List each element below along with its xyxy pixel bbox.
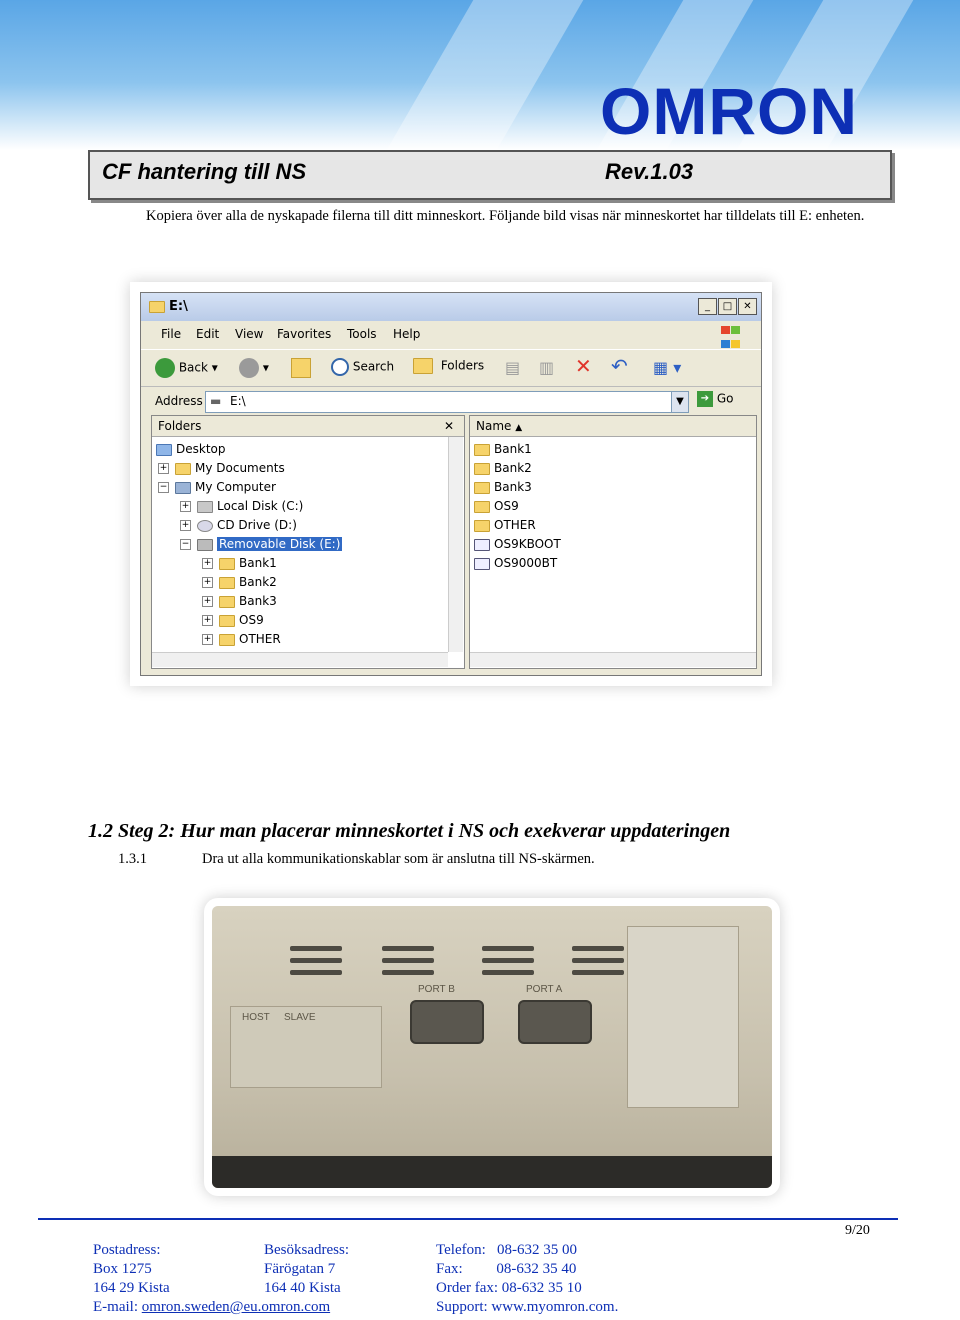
tree-item[interactable]: + My Documents [159,461,285,475]
tree-item[interactable]: + OS9 [203,613,264,627]
email-link[interactable]: omron.sweden@eu.omron.com [141,1299,331,1315]
menu-edit[interactable]: Edit [196,327,220,341]
expand-icon[interactable]: + [203,558,212,568]
column-header-name[interactable]: Name ▲ [470,416,756,437]
computer-icon [175,482,191,494]
tree-item[interactable]: + OTHER [203,632,281,646]
chevron-down-icon[interactable]: ▼ [671,392,688,412]
folder-icon [149,299,169,313]
menu-bar [141,323,701,345]
menu-help[interactable]: Help [393,327,421,341]
footer-order-fax: Order fax: 08-632 35 10 [436,1280,582,1296]
cd-icon [197,520,213,532]
host-label: HOST [242,1012,270,1023]
slave-label: SLAVE [284,1012,316,1023]
footer-fax: Fax: 08-632 35 40 [436,1261,577,1277]
expand-icon[interactable]: + [181,501,190,511]
window-title-bar [141,293,761,321]
footer-postal-city: 164 29 Kista [93,1280,170,1296]
tree-item[interactable]: + CD Drive (D:) [181,518,297,532]
folder-icon [474,520,490,532]
menu-view[interactable]: View [235,327,264,341]
folder-icon [219,596,235,608]
subsection-text: Dra ut alla kommunikationskablar som är anslutna till NS-skärmen. [202,851,595,867]
folder-icon [219,558,235,570]
list-item[interactable]: OS9 [474,497,519,515]
menu-favorites[interactable]: Favorites [277,327,332,341]
expand-icon[interactable]: + [203,577,212,587]
address-input[interactable]: ▬ E:\ ▼ [205,391,689,413]
folder-icon [219,615,235,627]
folder-icon [474,463,490,475]
footer-postal-label: Postadress: [93,1242,161,1258]
list-item[interactable]: OS9000BT [474,554,557,572]
footer-support: Support: www.myomron.com. [436,1299,619,1315]
expand-icon[interactable]: + [203,596,212,606]
sort-up-icon: ▲ [515,423,523,433]
omron-logo: OMRON [600,74,858,148]
folder-icon [219,577,235,589]
up-folder-button[interactable] [291,358,311,378]
device-base [212,1156,772,1188]
label-panel [627,926,739,1108]
intro-paragraph: Kopiera över alla de nyskapade filerna till ditt minneskort. Följande bild visas när minneskortet har tilldelats till E: enheten. [146,208,865,224]
collapse-icon[interactable]: − [159,482,168,492]
list-item[interactable]: Bank1 [474,440,532,458]
expand-icon[interactable]: + [203,615,212,625]
folders-icon [413,358,433,374]
footer-email: E-mail: omron.sweden@eu.omron.com [93,1299,331,1315]
views-icon[interactable]: ▦ ▾ [653,358,682,377]
close-icon[interactable]: ✕ [738,298,757,315]
toolbar [141,349,761,387]
page-number: 9/20 [845,1223,870,1238]
tree-item[interactable]: + Local Disk (C:) [181,499,304,513]
subsection-number: 1.3.1 [118,851,147,867]
folder-icon [474,501,490,513]
go-arrow-icon: ➔ [697,391,713,407]
folder-icon [175,463,191,475]
maximize-icon[interactable]: □ [718,298,737,315]
list-item[interactable]: Bank3 [474,478,532,496]
removable-disk-icon [197,539,213,551]
forward-arrow-icon [239,358,259,378]
forward-button[interactable]: ▾ [239,358,269,378]
port-a-connector [518,1000,592,1044]
tree-item[interactable]: + Bank2 [203,575,277,589]
folders-button[interactable]: Folders [413,358,484,374]
ns-device-photo [212,906,772,1188]
tree-item[interactable]: − Removable Disk (E:) [181,537,341,551]
list-item[interactable]: Bank2 [474,459,532,477]
collapse-icon[interactable]: − [181,539,190,549]
folder-icon [474,444,490,456]
explorer-screenshot [140,292,762,676]
footer-visit-street: Färögatan 7 [264,1261,336,1277]
footer-phone: Telefon: 08-632 35 00 [436,1242,578,1258]
footer-visit-city: 164 40 Kista [264,1280,341,1296]
file-list-pane [469,415,757,669]
disk-icon [197,501,213,513]
menu-file[interactable]: File [161,327,182,341]
list-item[interactable]: OTHER [474,516,536,534]
list-item[interactable]: OS9KBOOT [474,535,561,553]
minimize-icon[interactable]: _ [698,298,717,315]
folder-icon [219,634,235,646]
revision-label: Rev.1.03 [605,159,694,184]
tree-item[interactable]: + Bank1 [203,556,277,570]
expand-icon[interactable]: + [181,520,190,530]
desktop-icon [156,444,172,456]
file-icon [474,558,490,570]
copy-to-icon[interactable]: ▥ [539,358,555,377]
back-arrow-icon [155,358,175,378]
footer-visit-label: Besöksadress: [264,1242,349,1258]
tree-item[interactable]: + Bank3 [203,594,277,608]
move-to-icon[interactable]: ▤ [505,358,521,377]
windows-logo-icon [721,323,751,345]
close-pane-icon[interactable]: ✕ [443,419,454,433]
tree-item[interactable]: − My Computer [159,480,276,494]
delete-icon[interactable]: ✕ [575,354,592,378]
section-heading: 1.2 Steg 2: Hur man placerar minneskortet i NS och exekverar uppdateringen [88,820,731,842]
document-title: CF hantering till NS [102,159,307,184]
horizontal-scrollbar[interactable] [152,652,448,667]
file-icon [474,539,490,551]
search-button[interactable]: Search [331,358,394,376]
menu-tools[interactable]: Tools [347,327,377,341]
vertical-scrollbar[interactable] [448,437,463,652]
footer-rule [38,1218,898,1220]
expand-icon[interactable]: + [203,634,212,644]
address-label: Address [155,394,203,408]
document-title-bar [88,150,892,200]
header-stripe [387,0,584,150]
folders-pane [151,415,465,669]
drive-icon: ▬ [210,394,222,408]
go-button[interactable]: ➔ Go [697,391,733,407]
expand-icon[interactable]: + [159,463,168,473]
up-folder-icon [291,358,311,378]
port-b-connector [410,1000,484,1044]
horizontal-scrollbar[interactable] [470,652,756,667]
folders-pane-header: Folders ✕ [152,416,464,437]
footer-postal-box: Box 1275 [93,1261,152,1277]
back-button[interactable]: Back ▾ [155,358,218,378]
window-title: E:\ [169,299,188,314]
search-icon [331,358,349,376]
port-a-label: PORT A [526,984,563,995]
tree-item[interactable]: Desktop [156,440,226,458]
undo-icon[interactable]: ↶ [611,354,628,378]
folder-icon [474,482,490,494]
port-b-label: PORT B [418,984,455,995]
